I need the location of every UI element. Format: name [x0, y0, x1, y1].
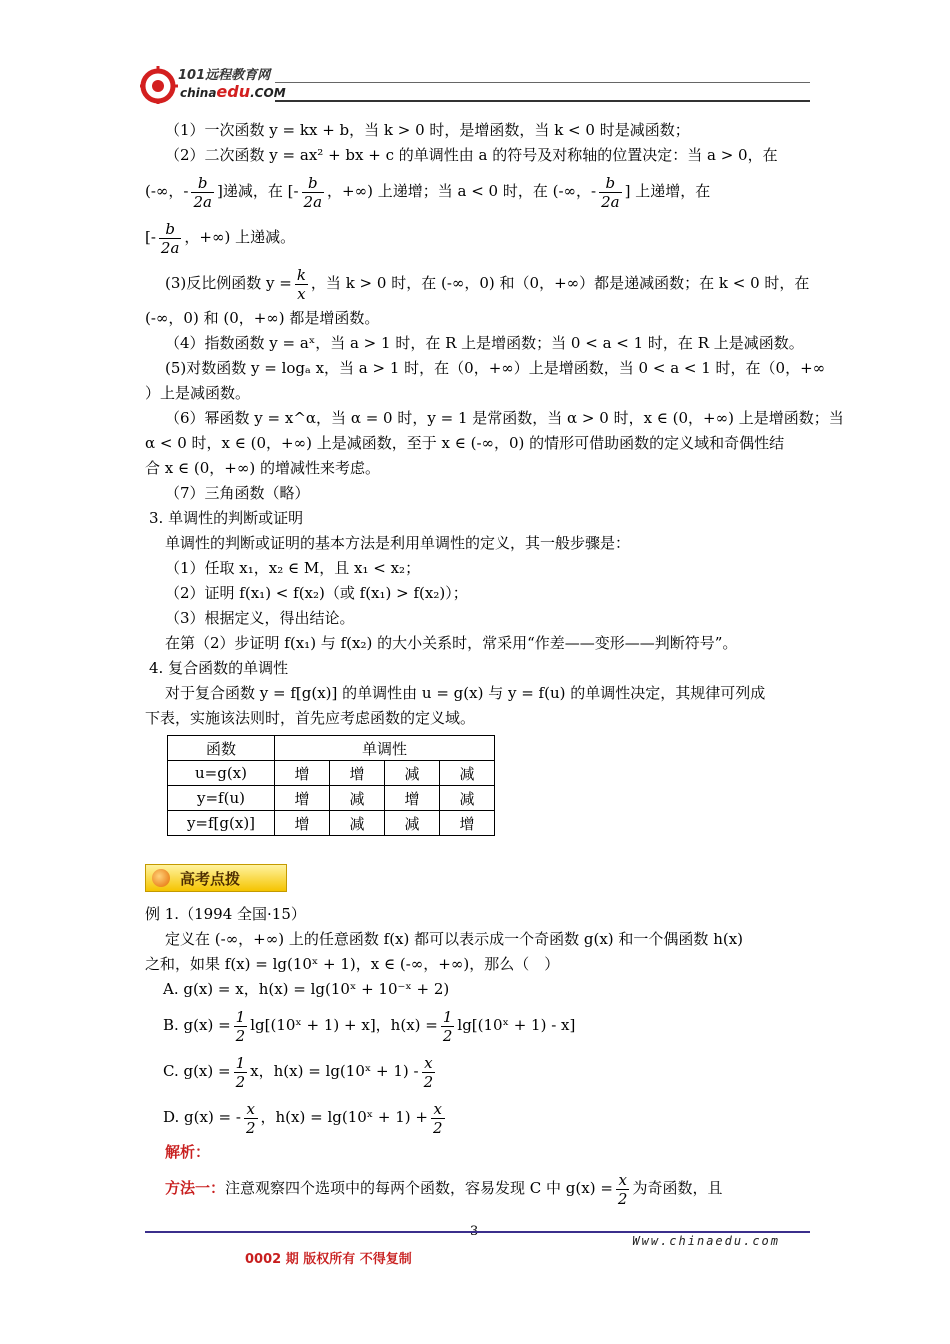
table-cell: y=f[g(x)]	[168, 811, 275, 836]
analysis-text: 方法一：注意观察四个选项中的每两个函数，容易发现 C 中 g(x) = $\frac{x}{2}$ 为奇函数，且	[165, 1170, 723, 1208]
monotonicity-table	[167, 735, 495, 836]
footer-rule	[145, 1231, 810, 1233]
option-c: C. g(x) = $\frac{1}{2}$ x，h(x) = lg(10ˣ + 1) - $\frac{x}{2}$	[163, 1053, 434, 1091]
badge-orb-icon	[152, 869, 170, 887]
table-cell: 减	[440, 761, 495, 786]
table-row	[168, 761, 495, 786]
table-row	[168, 811, 495, 836]
table-header-cell: 函数	[168, 736, 275, 761]
text-line: ）上是减函数。	[145, 384, 251, 402]
option-b: B. g(x) = $\frac{1}{2}$ lg[(10ˣ + 1) + x]，h(x) = $\frac{1}{2}$ lg[(10ˣ + 1) - x]	[163, 1007, 576, 1045]
fraction: $\frac{b}{2a}$	[160, 219, 180, 257]
footer-site: Www.chinaedu.com	[632, 1234, 780, 1248]
chinaedu-logo-icon	[140, 64, 180, 104]
example-question: 之和，如果 f(x) = lg(10ˣ + 1)，x ∈ (-∞，+∞)，那么（ ）	[145, 955, 560, 973]
example-question: 定义在 (-∞，+∞) 上的任意函数 f(x) 都可以表示成一个奇函数 g(x) 和一个偶函数 h(x)	[165, 930, 744, 948]
text-line: (3)反比例函数 y = $\frac{k}{x}$ ，当 k > 0 时，在 (-∞，0) 和（0，+∞）都是递减函数；在 k < 0 时，在	[165, 265, 810, 303]
text-line: （7）三角函数（略）	[165, 484, 310, 502]
text-line: (-∞，- $\frac{b}{2a}$ ]递减，在 [- $\frac{b}{2a}$ ，+∞) 上递增；当 a < 0 时，在 (-∞，- $\frac{b}{2a}$ ] 上递增，在	[145, 173, 711, 211]
page-body	[145, 118, 844, 1211]
text-line: 对于复合函数 y = f[g(x)] 的单调性由 u = g(x) 与 y = f(u) 的单调性决定，其规律可列成	[165, 684, 766, 702]
text-line: （1）一次函数 y = kx + b，当 k > 0 时，是增函数，当 k < 0 时是减函数；	[165, 121, 690, 139]
text-line: (5)对数函数 y = logₐ x，当 a > 1 时，在（0，+∞）上是增函数，当 0 < a < 1 时，在（0，+∞	[165, 359, 826, 377]
fraction: $\frac{b}{2a}$	[303, 173, 323, 211]
fraction: $\frac{1}{2}$	[442, 1007, 453, 1045]
table-cell: y=f(u)	[168, 786, 275, 811]
exam-tips-badge	[145, 864, 287, 892]
option-a: A. g(x) = x，h(x) = lg(10ˣ + 10⁻ˣ + 2)	[163, 980, 450, 998]
table-cell: 减	[385, 811, 440, 836]
table-cell: 减	[440, 786, 495, 811]
table-cell: 增	[385, 786, 440, 811]
text-line: [- $\frac{b}{2a}$ ，+∞) 上递减。	[145, 219, 296, 257]
text-line: （4）指数函数 y = aˣ，当 a > 1 时，在 R 上是增函数；当 0 < a < 1 时，在 R 上是减函数。	[165, 334, 804, 352]
table-cell: 增	[275, 786, 330, 811]
table-cell: 减	[330, 786, 385, 811]
page-header	[140, 64, 810, 110]
header-rule-thick	[275, 100, 810, 102]
fraction: $\frac{b}{2a}$	[193, 173, 212, 211]
section-heading: 4. 复合函数的单调性	[149, 659, 289, 677]
table-cell: 增	[275, 811, 330, 836]
badge-label: 高考点拨	[180, 870, 241, 888]
fraction: $\frac{x}{2}$	[423, 1053, 434, 1091]
fraction: $\frac{x}{2}$	[245, 1099, 256, 1137]
text-line: （6）幂函数 y = x^α，当 α = 0 时，y = 1 是常函数，当 α > 0 时，x ∈ (0，+∞) 上是增函数；当	[165, 409, 844, 427]
fraction: $\frac{b}{2a}$	[601, 173, 620, 211]
text-line: （2）证明 f(x₁) < f(x₂)（或 f(x₁) > f(x₂)）；	[165, 584, 468, 602]
example-title: 例 1.（1994 全国·15）	[145, 905, 306, 923]
page-footer	[145, 1224, 810, 1284]
table-cell: 减	[385, 761, 440, 786]
footer-copyright: 0002 期 版权所有 不得复制	[245, 1252, 412, 1267]
fraction: $\frac{1}{2}$	[235, 1053, 246, 1091]
fraction: $\frac{k}{x}$	[296, 265, 306, 303]
option-d: D. g(x) = - $\frac{x}{2}$ ，h(x) = lg(10ˣ + 1) + $\frac{x}{2}$	[163, 1099, 443, 1137]
text-line: 单调性的判断或证明的基本方法是利用单调性的定义，其一般步骤是：	[165, 534, 631, 552]
analysis-label: 解析：	[165, 1143, 211, 1161]
table-cell: 增	[330, 761, 385, 786]
table-cell: 增	[275, 761, 330, 786]
page-number: 3	[470, 1224, 479, 1239]
text-line: α < 0 时，x ∈ (0，+∞) 上是减函数，至于 x ∈ (-∞，0) 的情形可借助函数的定义域和奇偶性结	[145, 434, 785, 452]
table-row	[168, 786, 495, 811]
text-line: （3）根据定义，得出结论。	[165, 609, 355, 627]
section-heading: 3. 单调性的判断或证明	[149, 509, 304, 527]
logo-wordmark: chinaedu.COM	[180, 82, 286, 101]
fraction: $\frac{x}{2}$	[432, 1099, 443, 1137]
text-line: （1）任取 x₁，x₂ ∈ M，且 x₁ < x₂；	[165, 559, 421, 577]
table-header-cell: 单调性	[275, 736, 495, 761]
table-header-row	[168, 736, 495, 761]
text-line: 下表，实施该法则时，首先应考虑函数的定义域。	[145, 709, 476, 727]
text-line: 在第（2）步证明 f(x₁) 与 f(x₂) 的大小关系时，常采用“作差——变形——判断符号”。	[165, 634, 738, 652]
header-rule-thin	[275, 82, 810, 83]
logo-title: 101远程教育网	[178, 68, 271, 83]
table-cell: 减	[330, 811, 385, 836]
fraction: $\frac{x}{2}$	[617, 1170, 628, 1208]
text-line: 合 x ∈ (0，+∞) 的增减性来考虑。	[145, 459, 380, 477]
text-line: (-∞，0) 和 (0，+∞) 都是增函数。	[145, 309, 380, 327]
table-cell: u=g(x)	[168, 761, 275, 786]
fraction: $\frac{1}{2}$	[235, 1007, 246, 1045]
table-cell: 增	[440, 811, 495, 836]
text-line: （2）二次函数 y = ax² + bx + c 的单调性由 a 的符号及对称轴的位置决定：当 a > 0，在	[165, 146, 778, 164]
